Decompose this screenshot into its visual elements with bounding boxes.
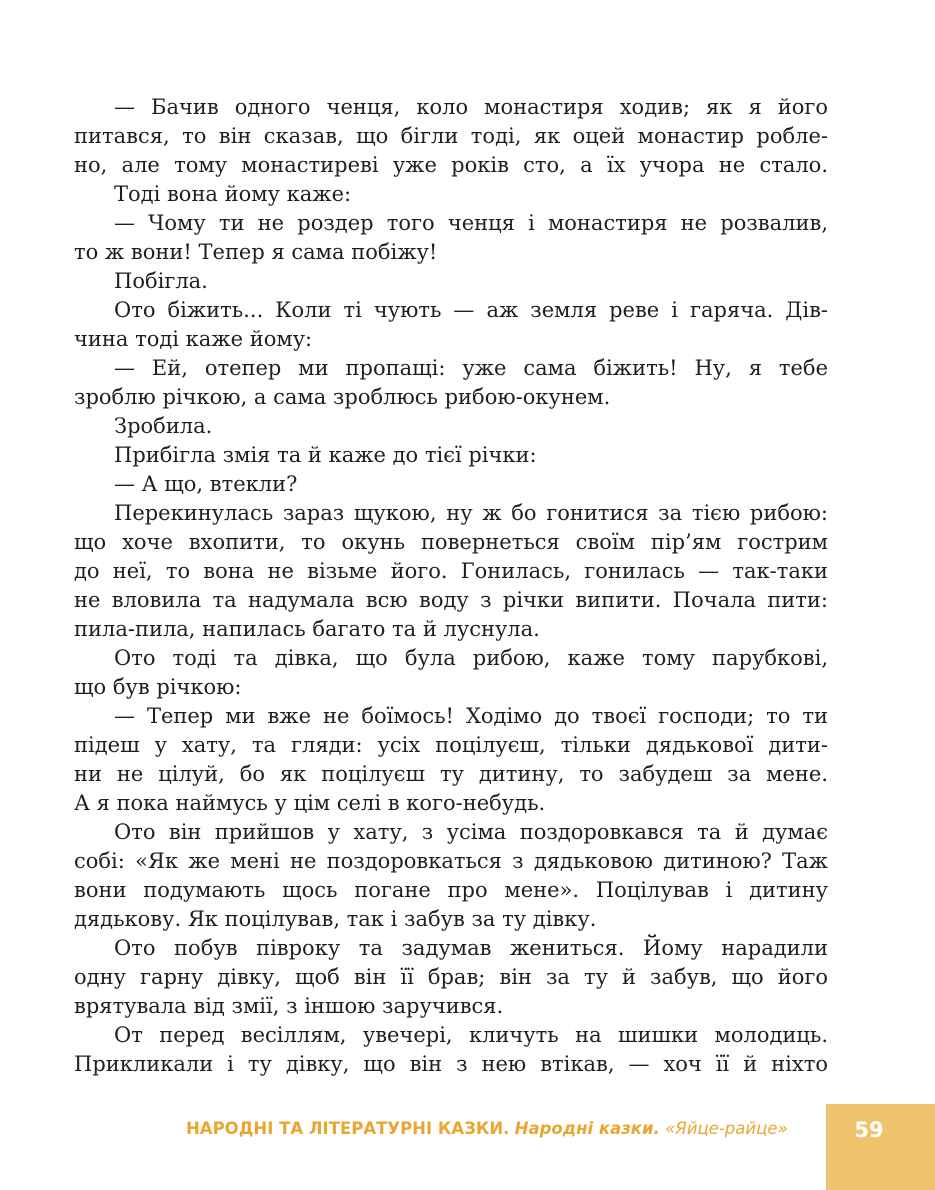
page-number: 59 [854, 1118, 884, 1142]
text-line: Прикликали і ту дівку, що він з нею втікав, — хоч її й ніхто [74, 1052, 828, 1076]
text-line: но, але тому монастиреві уже років сто, а їх учора не стало. [74, 153, 828, 177]
text-line: дядькову. Як поцілував, так і забув за ту дівку. [74, 907, 597, 931]
text-line: одну гарну дівку, щоб він її брав; він за ту й забув, що його [74, 965, 828, 989]
text-line: — Чому ти не роздер того ченця і монастиря не розвалив, [114, 211, 828, 235]
text-line: ни не цілуй, бо як поцілуєш ту дитину, то забудеш за мене. [74, 762, 828, 786]
text-line: врятувала від змії, з іншою заручився. [74, 994, 504, 1018]
text-line: Ото він прийшов у хату, з усіма поздоровкався та й думає [114, 820, 828, 844]
text-line: підеш у хату, та гляди: усіх поцілуєш, тільки дядькової дити- [74, 733, 828, 757]
text-line: чина тоді каже йому: [74, 327, 313, 351]
text-line: Ото побув півроку та задумав жениться. Йому нарадили [114, 936, 828, 960]
text-line: що хоче вхопити, то окунь повернеться своїм пір’ям гострим [74, 530, 828, 554]
running-footer [186, 1117, 801, 1141]
text-line: вони подумають щось погане про мене». Поцілував і дитину [74, 878, 828, 902]
footer-story-title: «Яйце-райце» [665, 1119, 788, 1138]
text-line: Перекинулась зараз щукою, ну ж бо гонитися за тією рибою: [114, 501, 828, 525]
text-line: Ото біжить... Коли ті чують — аж земля реве і гаряча. Дів- [114, 298, 828, 322]
text-line: собі: «Як же мені не поздоровкаться з дядьковою дитиною? Таж [74, 849, 828, 873]
text-line: А я пока наймусь у цім селі в кого-небудь. [74, 791, 546, 815]
text-line: то ж вони! Тепер я сама побіжу! [74, 240, 438, 264]
text-line: не вловила та надумала всю воду з річки випити. Почала пити: [74, 588, 828, 612]
text-line: — А що, втекли? [114, 472, 298, 496]
text-line: Побігла. [114, 269, 208, 293]
footer-subsection-title: Народні казки. [514, 1119, 660, 1138]
text-line: питався, то він сказав, що бігли тоді, як оцей монастир робле- [74, 124, 828, 148]
text-line: Зробила. [114, 414, 213, 438]
footer-section-title: НАРОДНІ ТА ЛІТЕРАТУРНІ КАЗКИ. [186, 1119, 510, 1138]
text-line: — Ей, отепер ми пропащі: уже сама біжить! Ну, я тебе [114, 356, 828, 380]
text-line: Тоді вона йому каже: [114, 182, 352, 206]
text-line: до неї, то вона не візьме його. Гонилась, гонилась — так-таки [74, 559, 828, 583]
text-line: Прибігла змія та й каже до тієї річки: [114, 443, 537, 467]
text-line: От перед весіллям, увечері, кличуть на шишки молодиць. [114, 1023, 828, 1047]
text-line: зроблю річкою, а сама зроблюсь рибою-окунем. [74, 385, 611, 409]
text-line: що був річкою: [74, 675, 242, 699]
text-line: пила-пила, напилась багато та й луснула. [74, 617, 540, 641]
text-line: — Бачив одного ченця, коло монастиря ходив; як я його [114, 95, 828, 119]
text-line: Ото тоді та дівка, що була рибою, каже тому парубкові, [114, 646, 828, 670]
story-text [74, 93, 828, 1079]
page-number-box [826, 1104, 935, 1190]
text-line: — Тепер ми вже не боїмось! Ходімо до твоєї господи; то ти [114, 704, 828, 728]
